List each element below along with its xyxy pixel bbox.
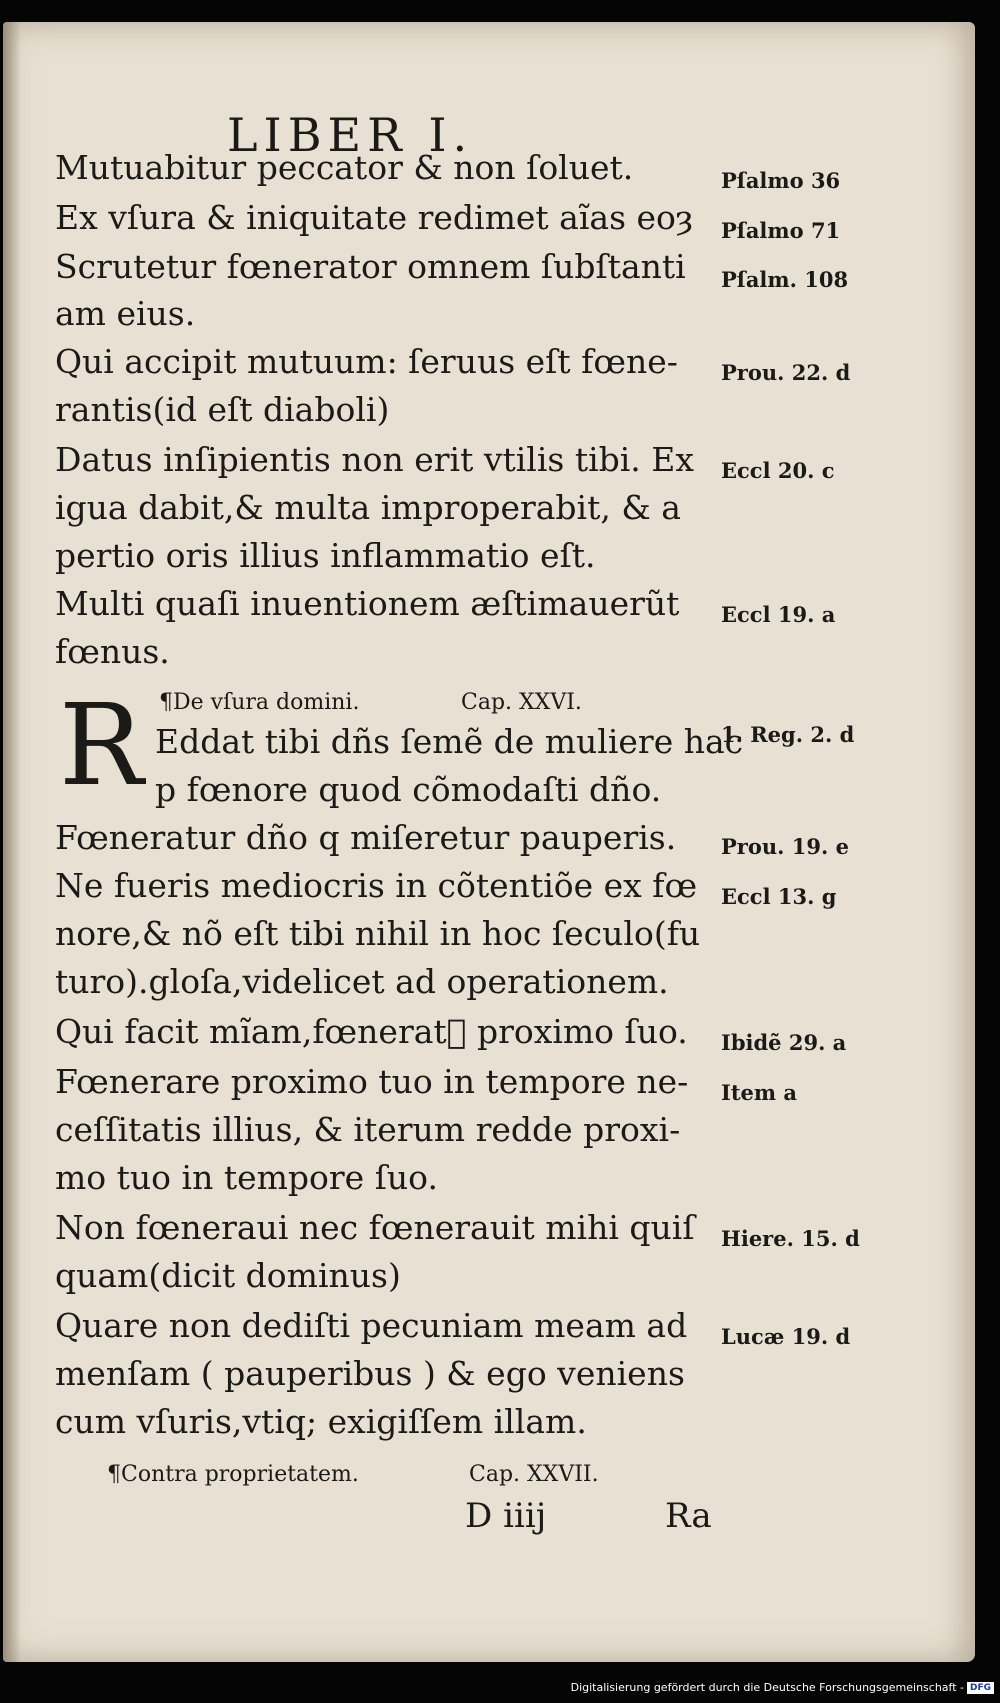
body-line: Multi quaſi inuentionem æſtimauerũt <box>55 584 680 623</box>
margin-reference: Prou. 22. d <box>721 360 851 385</box>
chapter-26-line: Ne fueris mediocris in cõtentiõe ex fœ <box>55 866 698 905</box>
body-line: am eius. <box>55 294 196 333</box>
chapter-26-line: Fœneratur dño q miſeretur pauperis. <box>55 818 677 857</box>
running-head: LIBER I. <box>227 108 474 162</box>
margin-reference: Pſalm. 108 <box>721 267 849 292</box>
body-line: pertio oris illius inflammatio eſt. <box>55 536 596 575</box>
chapter-26-line: Quare non dediſti pecuniam meam ad <box>55 1306 688 1345</box>
chapter-26-line: Non fœneraui nec fœnerauit mihi quiſ <box>55 1208 695 1247</box>
drop-cap: R <box>59 681 144 811</box>
body-line: Qui accipit mutuum: ſeruus eſt fœne- <box>55 342 678 381</box>
margin-reference: Item a <box>721 1080 798 1105</box>
margin-reference: Eccl 13. g <box>721 884 837 909</box>
chapter-26-label: Cap. XXVI. <box>461 690 582 715</box>
book-page <box>3 22 975 1662</box>
chapter-26-line: Fœnerare proximo tuo in tempore ne- <box>55 1062 689 1101</box>
body-line: Mutuabitur peccator & non ſoluet. <box>55 148 634 187</box>
signature-mark: D iiij <box>465 1496 547 1536</box>
body-line: Datus inſipientis non erit vtilis tibi. Ex <box>55 440 694 479</box>
chapter-26-line: turo).gloſa,videlicet ad operationem. <box>55 962 669 1001</box>
chapter-26-line: cum vſuris,vtiq; exigiſſem illam. <box>55 1402 587 1441</box>
chapter-26-line: nore,& nõ eſt tibi nihil in hoc ſeculo(fu <box>55 914 701 953</box>
page-gutter-shadow <box>3 22 21 1662</box>
chapter-26-line: quam(dicit dominus) <box>55 1256 401 1295</box>
margin-reference: Lucæ 19. d <box>721 1324 851 1349</box>
chapter-27-label: Cap. XXVII. <box>469 1462 599 1487</box>
margin-reference: Ibidẽ 29. a <box>721 1030 847 1055</box>
margin-reference: Prou. 19. e <box>721 834 849 859</box>
body-line: igua dabit,& multa improperabit, & a <box>55 488 681 527</box>
margin-reference: Hiere. 15. d <box>721 1226 860 1251</box>
chapter-26-line: ceſſitatis illius, & iterum redde proxi- <box>55 1110 681 1149</box>
chapter-26-line: Eddat tibi dñs ſemẽ de muliere hac <box>155 722 744 761</box>
margin-reference: Eccl 20. c <box>721 458 835 483</box>
chapter-26-line: Qui facit mĩam,fœneratᷓ proximo ſuo. <box>55 1012 688 1051</box>
chapter-27-title: ¶Contra proprietatem. <box>107 1462 359 1487</box>
margin-reference: 1. Reg. 2. d <box>721 722 855 747</box>
body-line: fœnus. <box>55 632 170 671</box>
body-line: rantis(id eſt diaboli) <box>55 390 390 429</box>
margin-reference: Pſalmo 71 <box>721 218 841 243</box>
funding-credit-text: Digitalisierung gefördert durch die Deutsche Forschungsgemeinschaft - <box>570 1681 964 1694</box>
funding-credit <box>571 1681 994 1694</box>
chapter-26-line: p fœnore quod cõmodaſti dño. <box>155 770 662 809</box>
chapter-26-line: menſam ( pauperibus ) & ego veniens <box>55 1354 685 1393</box>
body-line: Ex vſura & iniquitate redimet aĩas eoȝ <box>55 198 694 237</box>
margin-reference: Eccl 19. a <box>721 602 836 627</box>
dfg-logo: DFG <box>967 1682 994 1694</box>
chapter-26-title: ¶De vſura domini. <box>159 690 360 715</box>
body-line: Scrutetur fœnerator omnem ſubſtanti <box>55 247 686 286</box>
chapter-26-line: mo tuo in tempore ſuo. <box>55 1158 438 1197</box>
catchword: Ra <box>665 1496 712 1536</box>
margin-reference: Pſalmo 36 <box>721 168 841 193</box>
